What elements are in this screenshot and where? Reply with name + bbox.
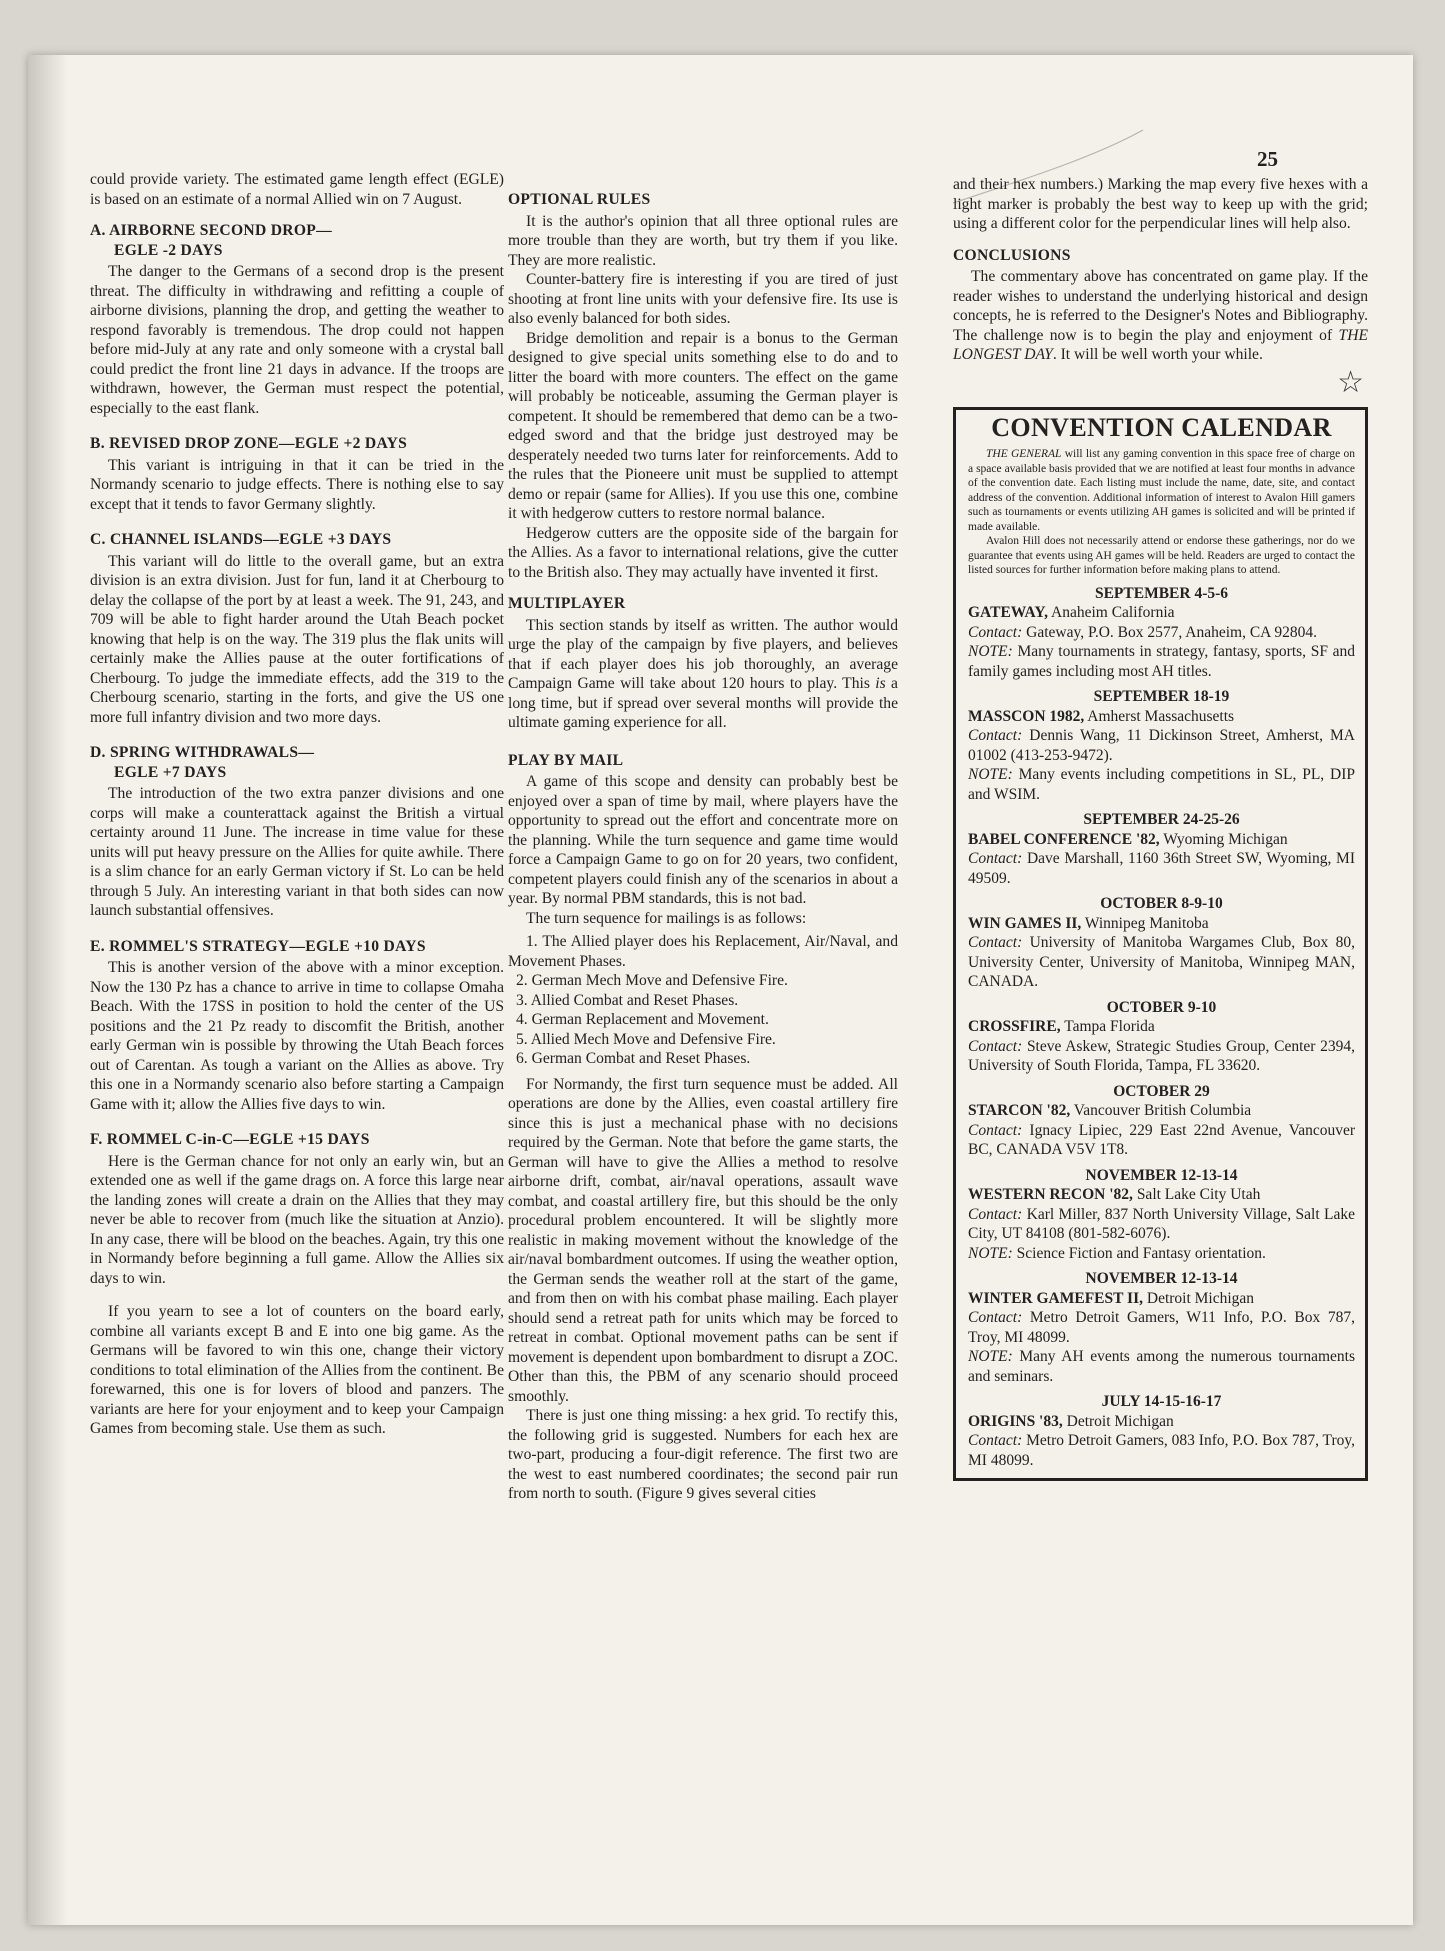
multiplayer-paragraph: This section stands by itself as written. The author would urge the play of the campaign by five players, and believes that if each player does his job thoroughly, an average Campaign Game will take about 120 hours to play. This is a long time, but if spread over several months will provide the ultimate gaming experience for all. <box>508 616 898 731</box>
variant-heading: A. AIRBORNE SECOND DROP— EGLE -2 DAYS <box>90 222 332 259</box>
event-place: Anaheim California <box>1047 604 1175 621</box>
event-name: MASSCON 1982, <box>968 707 1085 725</box>
event-note: NOTE: Many events including competitions in SL, PL, DIP and WSIM. <box>968 766 1355 803</box>
event-note: NOTE: Many tournaments in strategy, fantasy, sports, SF and family games including most AH titles. <box>968 643 1355 680</box>
event-contact: Contact: Metro Detroit Gamers, 083 Info, P.O. Box 787, Troy, MI 48099. <box>968 1432 1355 1469</box>
event-place: Wyoming Michigan <box>1159 830 1288 848</box>
optional-rules-paragraph: Hedgerow cutters are the opposite side of the bargain for the Allies. As a favor to international relations, give the cutter to the British also. They may actually have invented it first. <box>508 524 898 581</box>
optional-rules-heading: OPTIONAL RULES <box>508 191 651 208</box>
optional-rules-body <box>508 212 898 583</box>
optional-rules-paragraph: It is the author's opinion that all three optional rules are more trouble than they are worth, but try them if you like. They are more realistic. <box>508 212 898 269</box>
list-item: 3. Allied Combat and Reset Phases. <box>516 991 739 1009</box>
event-title <box>968 707 1355 727</box>
event-date: NOVEMBER 12-13-14 <box>1085 1270 1238 1287</box>
optional-rules-paragraph: Counter-battery fire is interesting if you are tired of just shooting at front line units with your defensive fire. Its use is also evenly balanced for both sides. <box>508 271 898 327</box>
event-contact: Contact: Metro Detroit Gamers, W11 Info, P.O. Box 787, Troy, MI 48099. <box>968 1309 1355 1346</box>
pbm-paragraph-3: For Normandy, the first turn sequence must be added. All operations are done by the Allies, even coastal artillery fire since this is just a mechanical phase with no decisions required by the German. Note that before the game starts, the German will have to give the Allies a method to resolve airborne drift, combat, air/naval operations, assault wave combat, and coastal artillery fire, but this should be the only procedural problem encountered. It will be slightly more realistic in making movement without the knowledge of the air/naval bombardment outcomes. If using the weather option, the German sends the weather roll at the start of the game, and from then on with his combat phase mailing. Each player should send a retreat path for units which may be forced to retreat in combat. Optional movement paths can be sent if movement is dependent upon bombardment to disrupt a ZOC. Other than this, the PBM of any scenario should proceed smoothly. <box>508 1075 898 1405</box>
page-number: 25 <box>1257 147 1278 171</box>
variant-paragraph: The introduction of the two extra panzer divisions and one corps will make a counterattack against the British a virtual certainty around 11 June. The increase in time value for these units will put heavy pressure on the Allies for quite awhile. There is a slim chance for an early German victory if St. Lo can be held through 5 July. An interesting variant in that both sides can now launch substantial offensives. <box>90 785 504 919</box>
pbm-paragraph-1: A game of this scope and density can probably best be enjoyed over a span of time by mail, where players have the opportunity to spread out the effort and concentrate more on the planning. While the turn sequence and game time would force a Campaign Game to go on for 20 years, two confident, competent players could finish any of the scenarios in about a year. By normal PBM standards, this is not bad. <box>508 773 898 907</box>
list-item: 4. German Replacement and Movement. <box>516 1011 769 1028</box>
calendar-notice-1: THE GENERAL will list any gaming convention in this space free of charge on a space available basis provided that we are notified at least four months in advance of the convention date. Each listing must include the name, date, site, and contact address of the convention. Additional information of interest to Avalon Hill gamers such as tournaments or events utilizing AH games is solicited and will be printed if made available. <box>968 448 1355 533</box>
variant-paragraph: This variant is intriguing in that it can be tried in the Normandy scenario to judge effects. There is nothing else to say except that it tends to favor Germany slightly. <box>90 456 504 513</box>
event-date: SEPTEMBER 18-19 <box>1093 688 1230 705</box>
end-star-icon: ☆ <box>1337 365 1364 399</box>
variant-paragraph: The danger to the Germans of a second drop is the present threat. The difficulty in withdrawing and refitting a couple of airborne divisions, planning the drop, and getting the weather to respond favorably is tremendous. The drop could not happen before mid-July at any rate and only someone with a crystal ball could predict the front line 21 days in advance. If the troops are withdrawn, however, the German must respect the potential, especially to the east flank. <box>90 263 504 417</box>
event-name: GATEWAY, <box>968 604 1048 621</box>
event-title <box>968 1185 1355 1205</box>
list-item: 1. The Allied player does his Replacement, Air/Naval, and Movement Phases. <box>508 933 898 970</box>
event-note: NOTE: Science Fiction and Fantasy orientation. <box>968 1244 1266 1262</box>
closing-paragraph: If you yearn to see a lot of counters on the board early, combine all variants except B and E into one big game. As the Germans will be favored to win this one, change their victory conditions to total elimination of the Allies from the continent. Be forewarned, this one is for lovers of blood and panzers. The variants are here for your enjoyment and to keep your Campaign Games from becoming stale. Use them as such. <box>90 1303 504 1437</box>
continued-paragraph: and their hex numbers.) Marking the map every five hexes with a light marker is probably the best way to keep up with the grid; using a different color for the perpendicular lines will help also. <box>953 176 1368 232</box>
event-title <box>968 1017 1355 1037</box>
list-item: 5. Allied Mech Move and Defensive Fire. <box>516 1030 776 1048</box>
event-place: Amherst Massachusetts <box>1084 707 1235 725</box>
calendar-title: CONVENTION CALENDAR <box>991 412 1332 442</box>
event-title <box>968 1101 1355 1121</box>
list-item: 2. German Mech Move and Defensive Fire. <box>516 972 788 989</box>
event-title <box>968 1412 1355 1432</box>
event-place: Winnipeg Manitoba <box>1081 914 1209 932</box>
variant-paragraph: This is another version of the above with a minor exception. Now the 130 Pz has a chance to arrive in time to collapse Omaha Beach. With the 17SS in position to hold the center of the US positions and the 21 Pz ready to discomfit the British, another early German win is possible by throwing the Utah Beach forces out of Carentan. As tough a variant on the Allies as above. Try this one in a Normandy scenario also before starting a Campaign Game with it; allow the Allies five days to win. <box>90 959 504 1113</box>
variant-heading: E. ROMMEL'S STRATEGY—EGLE +10 DAYS <box>90 937 426 955</box>
event-name: WINTER GAMEFEST II, <box>968 1289 1143 1307</box>
event-contact: Contact: Steve Askew, Strategic Studies Group, Center 2394, University of South Florida, Tampa, FL 33620. <box>968 1037 1355 1074</box>
event-note: NOTE: Many AH events among the numerous tournaments and seminars. <box>968 1348 1355 1385</box>
column-right <box>953 175 1368 1481</box>
multiplayer-heading: MULTIPLAYER <box>508 595 626 612</box>
event-contact: Contact: University of Manitoba Wargames Club, Box 80, University Center, University of Manitoba, Winnipeg MAN, CANADA. <box>968 934 1355 990</box>
optional-rules-paragraph: Bridge demolition and repair is a bonus to the German designed to give special units something else to do and to litter the board with more counters. The effect on the game will probably be noticeable, assuming the German player is competent. It should be remembered that demo can be a two-edged sword and that the bridge just destroyed may be desperately needed two turns later for reinforcements. Add to the rules that the Pioneere unit must be supplied to attempt demo or repair (same for Allies). If you use this one, combine it with hedgerow cutters to restore normal balance. <box>508 329 898 522</box>
intro-paragraph: could provide variety. The estimated game length effect (EGLE) is based on an estimate of a normal Allied win on 7 August. <box>90 171 504 208</box>
turn-sequence-list <box>508 932 898 1069</box>
event-place: Detroit Michigan <box>1062 1412 1174 1430</box>
column-middle <box>508 190 898 1504</box>
event-name: WIN GAMES II, <box>968 914 1082 932</box>
event-name: CROSSFIRE, <box>968 1018 1061 1035</box>
play-by-mail-heading: PLAY BY MAIL <box>508 751 624 769</box>
event-place: Tampa Florida <box>1060 1018 1155 1035</box>
conclusions-paragraph: The commentary above has concentrated on game play. If the reader wishes to understand the underlying historical and design concepts, he is referred to the Designer's Notes and Bibliography. The challenge now is to begin the play and enjoyment of THE LONGEST DAY. It will be well worth your while. <box>953 268 1368 363</box>
event-place: Vancouver British Columbia <box>1070 1102 1252 1119</box>
pbm-paragraph-2: The turn sequence for mailings is as follows: <box>526 909 807 927</box>
variant-heading: D. SPRING WITHDRAWALS— EGLE +7 DAYS <box>90 744 315 781</box>
variant-paragraph: This variant will do little to the overall game, but an extra division is an extra division. Just for fun, land it at Cherbourg to delay the collapse of the port by at least a week. The 91, 243, and 709 will be able to fight harder around the Utah Beach pocket knowing that help is on the way. The 319 plus the flak units will certainly make the Allies pause at the outer fortifications of Cherbourg. To judge the immediate effects, add the 319 to the Cherbourg scenario, starting in the forts, and give the US one more full infantry division and two more days. <box>90 552 504 726</box>
event-date: OCTOBER 29 <box>1113 1082 1210 1100</box>
event-title <box>968 914 1355 934</box>
event-place: Salt Lake City Utah <box>1132 1186 1261 1203</box>
magazine-page <box>28 55 1413 1925</box>
event-title <box>968 1289 1355 1309</box>
event-date: JULY 14-15-16-17 <box>1101 1393 1222 1410</box>
calendar-events <box>968 584 1355 1471</box>
event-name: STARCON '82, <box>968 1102 1071 1119</box>
column-left <box>90 170 504 1439</box>
event-contact: Contact: Gateway, P.O. Box 2577, Anaheim, CA 92804. <box>968 623 1318 641</box>
event-title <box>968 603 1355 623</box>
event-date: OCTOBER 9-10 <box>1106 998 1217 1016</box>
event-contact: Contact: Ignacy Lipiec, 229 East 22nd Avenue, Vancouver BC, CANADA V5V 1T8. <box>968 1121 1355 1158</box>
calendar-notice-2: Avalon Hill does not necessarily attend or endorse these gatherings, nor do we guarantee that events using AH games will be held. Readers are urged to contact the listed sources for further information before making plans to attend. <box>968 535 1355 576</box>
event-date: SEPTEMBER 4-5-6 <box>1094 584 1229 602</box>
event-name: WESTERN RECON '82, <box>968 1186 1133 1203</box>
event-contact: Contact: Dave Marshall, 1160 36th Street SW, Wyoming, MI 49509. <box>968 850 1355 887</box>
event-title <box>968 830 1355 850</box>
variant-heading: F. ROMMEL C-in-C—EGLE +15 DAYS <box>90 1131 370 1148</box>
variant-sections <box>90 221 504 1288</box>
event-contact: Contact: Dennis Wang, 11 Dickinson Street, Amherst, MA 01002 (413-253-9472). <box>968 727 1355 764</box>
event-date: SEPTEMBER 24-25-26 <box>1083 811 1240 828</box>
event-date: NOVEMBER 12-13-14 <box>1085 1166 1238 1184</box>
page-gutter-shadow <box>28 55 68 1925</box>
pbm-paragraph-4: There is just one thing missing: a hex grid. To rectify this, the following grid is suggested. Numbers for each hex are two-part, producing a four-digit reference. The first two are the west to east numbered coordinates; the second pair run from north to south. (Figure 9 gives several cities <box>508 1407 898 1502</box>
variant-paragraph: Here is the German chance for not only an early win, but an extended one as well if the game drags on. A force this large near the landing zones will create a drain on the Allies that they may never be able to recover from (much like the situation at Anzio). In any case, there will be blood on the beaches. Again, try this one in Normandy before beginning a full game. Allow the Allies six days to win. <box>90 1152 504 1287</box>
event-name: BABEL CONFERENCE '82, <box>968 830 1160 848</box>
convention-calendar-box <box>953 407 1368 1482</box>
variant-heading: C. CHANNEL ISLANDS—EGLE +3 DAYS <box>90 531 392 548</box>
list-item: 6. German Combat and Reset Phases. <box>516 1050 751 1067</box>
event-contact: Contact: Karl Miller, 837 North University Village, Salt Lake City, UT 84108 (801-582-6076). <box>968 1205 1355 1242</box>
variant-heading: B. REVISED DROP ZONE—EGLE +2 DAYS <box>90 435 408 452</box>
event-name: ORIGINS '83, <box>968 1412 1063 1430</box>
conclusions-heading: CONCLUSIONS <box>953 246 1071 264</box>
event-date: OCTOBER 8-9-10 <box>1100 895 1223 912</box>
event-place: Detroit Michigan <box>1143 1289 1255 1307</box>
